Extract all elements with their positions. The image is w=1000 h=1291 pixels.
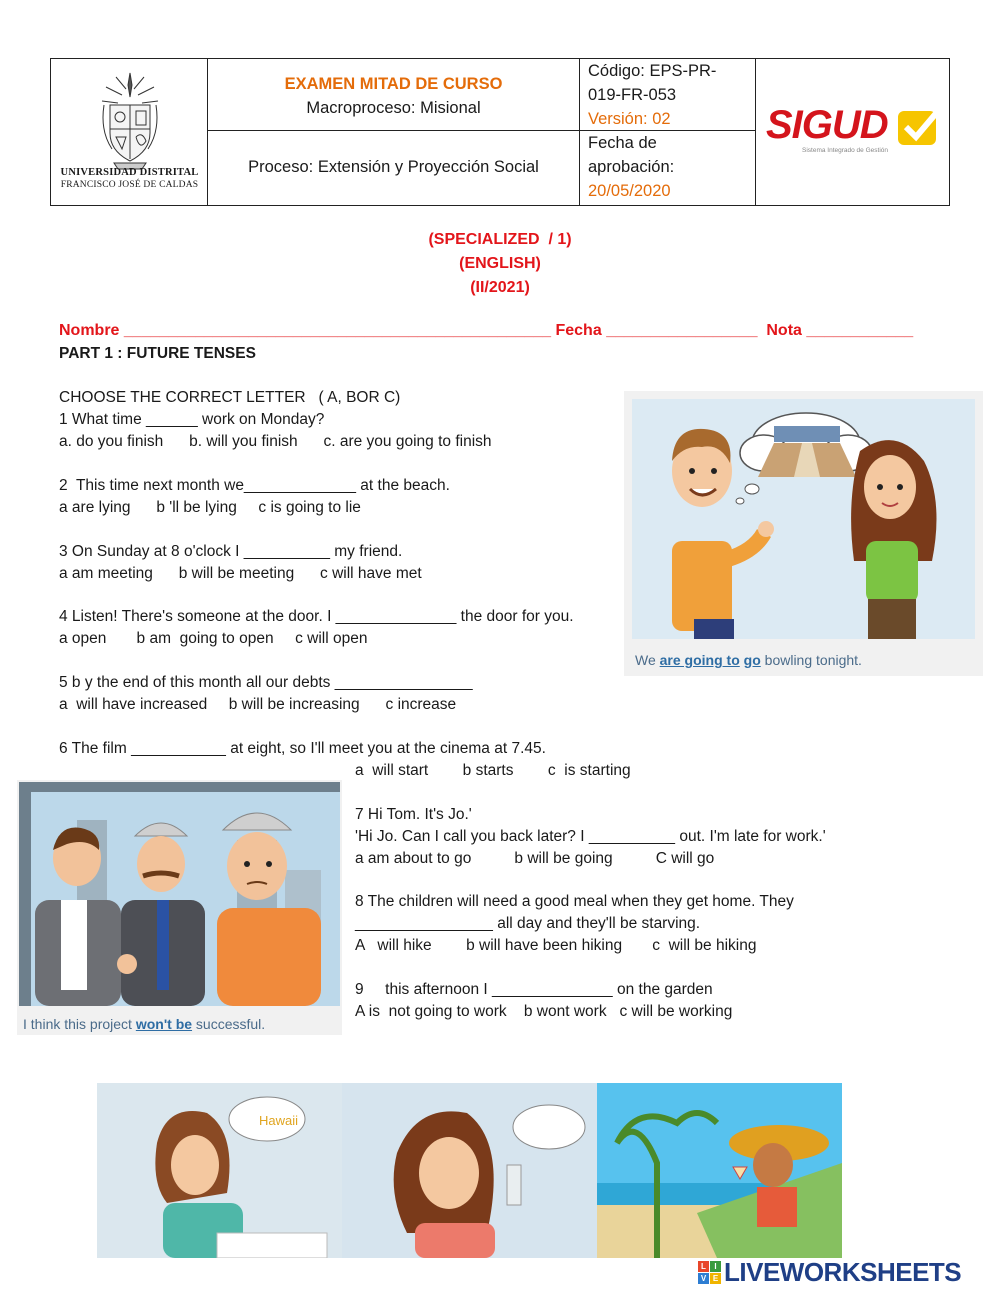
question-7-line-2: 'Hi Jo. Can I call you back later? I __________ out. I'm late for work.' bbox=[355, 828, 826, 845]
liveworksheets-watermark bbox=[698, 1257, 961, 1288]
question-9: 9 this afternoon I ______________ on the garden bbox=[355, 981, 713, 998]
badge-letter: I bbox=[710, 1261, 721, 1272]
project-caption bbox=[23, 1016, 265, 1032]
process-cell bbox=[208, 131, 580, 205]
question-4: 4 Listen! There's someone at the door. I ______________ the door for you. bbox=[59, 608, 574, 625]
question-4-options[interactable]: a open b am going to open c will open bbox=[59, 630, 368, 647]
question-8: 8 The children will need a good meal when they get home. They bbox=[355, 893, 794, 910]
question-1-options[interactable]: a. do you finish b. will you finish c. are you going to finish bbox=[59, 433, 492, 450]
code-line-1: Código: EPS-PR- bbox=[588, 62, 717, 80]
approval-cell bbox=[580, 131, 756, 205]
university-name: UNIVERSIDAD DISTRITAL bbox=[60, 167, 199, 178]
exam-title-cell bbox=[208, 59, 580, 131]
header-table bbox=[50, 58, 950, 206]
illustration-strip bbox=[97, 1083, 842, 1258]
question-6-options[interactable]: a will start b starts c is starting bbox=[355, 762, 631, 779]
badge-letter: V bbox=[698, 1273, 709, 1284]
hawaii-cloud-text: Hawaii bbox=[259, 1113, 299, 1128]
date-field[interactable]: _________________ bbox=[606, 322, 758, 339]
grade-label: Nota bbox=[766, 322, 802, 339]
liveworksheets-badge-icon bbox=[698, 1261, 721, 1284]
exam-title: EXAMEN MITAD DE CURSO bbox=[284, 75, 503, 93]
part-title: PART 1 : FUTURE TENSES bbox=[59, 345, 256, 362]
course-line-3: (II/2021) bbox=[470, 279, 530, 296]
question-3: 3 On Sunday at 8 o'clock I __________ my friend. bbox=[59, 543, 403, 560]
badge-letter: E bbox=[710, 1273, 721, 1284]
question-2: 2 This time next month we_____________ at the beach. bbox=[59, 477, 450, 494]
university-subname: FRANCISCO JOSÉ DE CALDAS bbox=[60, 180, 199, 190]
question-9-options[interactable]: A is not going to work b wont work c will be working bbox=[355, 1003, 733, 1020]
approval-line-1: Fecha de bbox=[588, 134, 657, 152]
date-label: Fecha bbox=[555, 322, 602, 339]
bowling-caption bbox=[635, 652, 862, 668]
name-field[interactable]: ________________________________________________ bbox=[123, 322, 552, 339]
university-logo-cell bbox=[51, 59, 208, 205]
process-label: Proceso: Extensión y Proyección Social bbox=[248, 158, 539, 176]
caption-highlight: are going to bbox=[659, 652, 740, 668]
question-2-options[interactable]: a are lying b 'll be lying c is going to lie bbox=[59, 499, 361, 516]
course-line-1: (SPECIALIZED / 1) bbox=[428, 231, 572, 248]
check-icon bbox=[896, 107, 942, 149]
holiday-comic-strip bbox=[97, 1083, 842, 1258]
grade-field[interactable]: ____________ bbox=[806, 322, 914, 339]
course-line-2: (ENGLISH) bbox=[459, 255, 541, 272]
question-6: 6 The film ___________ at eight, so I'll meet you at the cinema at 7.45. bbox=[59, 740, 546, 757]
caption-text: successful. bbox=[192, 1016, 266, 1032]
illustration-project bbox=[17, 780, 342, 1035]
code-cell bbox=[580, 59, 756, 131]
caption-highlight: go bbox=[743, 652, 761, 668]
caption-text: bowling tonight. bbox=[760, 652, 862, 668]
macroprocess: Macroproceso: Misional bbox=[306, 99, 481, 117]
sigud-subtitle: Sistema Integrado de Gestión bbox=[802, 147, 888, 154]
code-line-2: 019-FR-053 bbox=[588, 86, 677, 104]
student-info-line bbox=[59, 322, 913, 340]
engineers-handshake-image bbox=[17, 780, 342, 1008]
course-title bbox=[0, 228, 1000, 300]
university-crest-icon bbox=[96, 71, 164, 171]
question-8-options[interactable]: A will hike b will have been hiking c will be hiking bbox=[355, 937, 757, 954]
caption-highlight: won't be bbox=[135, 1016, 193, 1032]
question-5-options[interactable]: a will have increased b will be increasing c increase bbox=[59, 696, 457, 713]
approval-line-2: aprobación: bbox=[588, 158, 675, 176]
question-5: 5 b y the end of this month all our debts ________________ bbox=[59, 674, 473, 691]
approval-date: 20/05/2020 bbox=[588, 182, 671, 200]
badge-letter: L bbox=[698, 1261, 709, 1272]
sigud-logo: SIGUD bbox=[766, 103, 888, 147]
question-7: 7 Hi Tom. It's Jo.' bbox=[355, 806, 472, 823]
question-3-options[interactable]: a am meeting b will be meeting c will have met bbox=[59, 565, 422, 582]
illustration-bowling bbox=[624, 391, 983, 676]
sigud-logo-cell bbox=[756, 59, 949, 205]
name-label: Nombre bbox=[59, 322, 120, 339]
liveworksheets-text[interactable]: LIVEWORKSHEETS bbox=[724, 1257, 962, 1287]
caption-text: We bbox=[635, 652, 660, 668]
instruction: CHOOSE THE CORRECT LETTER ( A, BOR C) bbox=[59, 389, 401, 406]
question-7-options[interactable]: a am about to go b will be going C will go bbox=[355, 850, 715, 867]
question-1: 1 What time ______ work on Monday? bbox=[59, 411, 325, 428]
caption-text: I think this project bbox=[23, 1016, 136, 1032]
question-8-line-2: ________________ all day and they'll be starving. bbox=[355, 915, 701, 932]
couple-talking-image bbox=[624, 391, 983, 641]
version: Versión: 02 bbox=[588, 110, 671, 128]
